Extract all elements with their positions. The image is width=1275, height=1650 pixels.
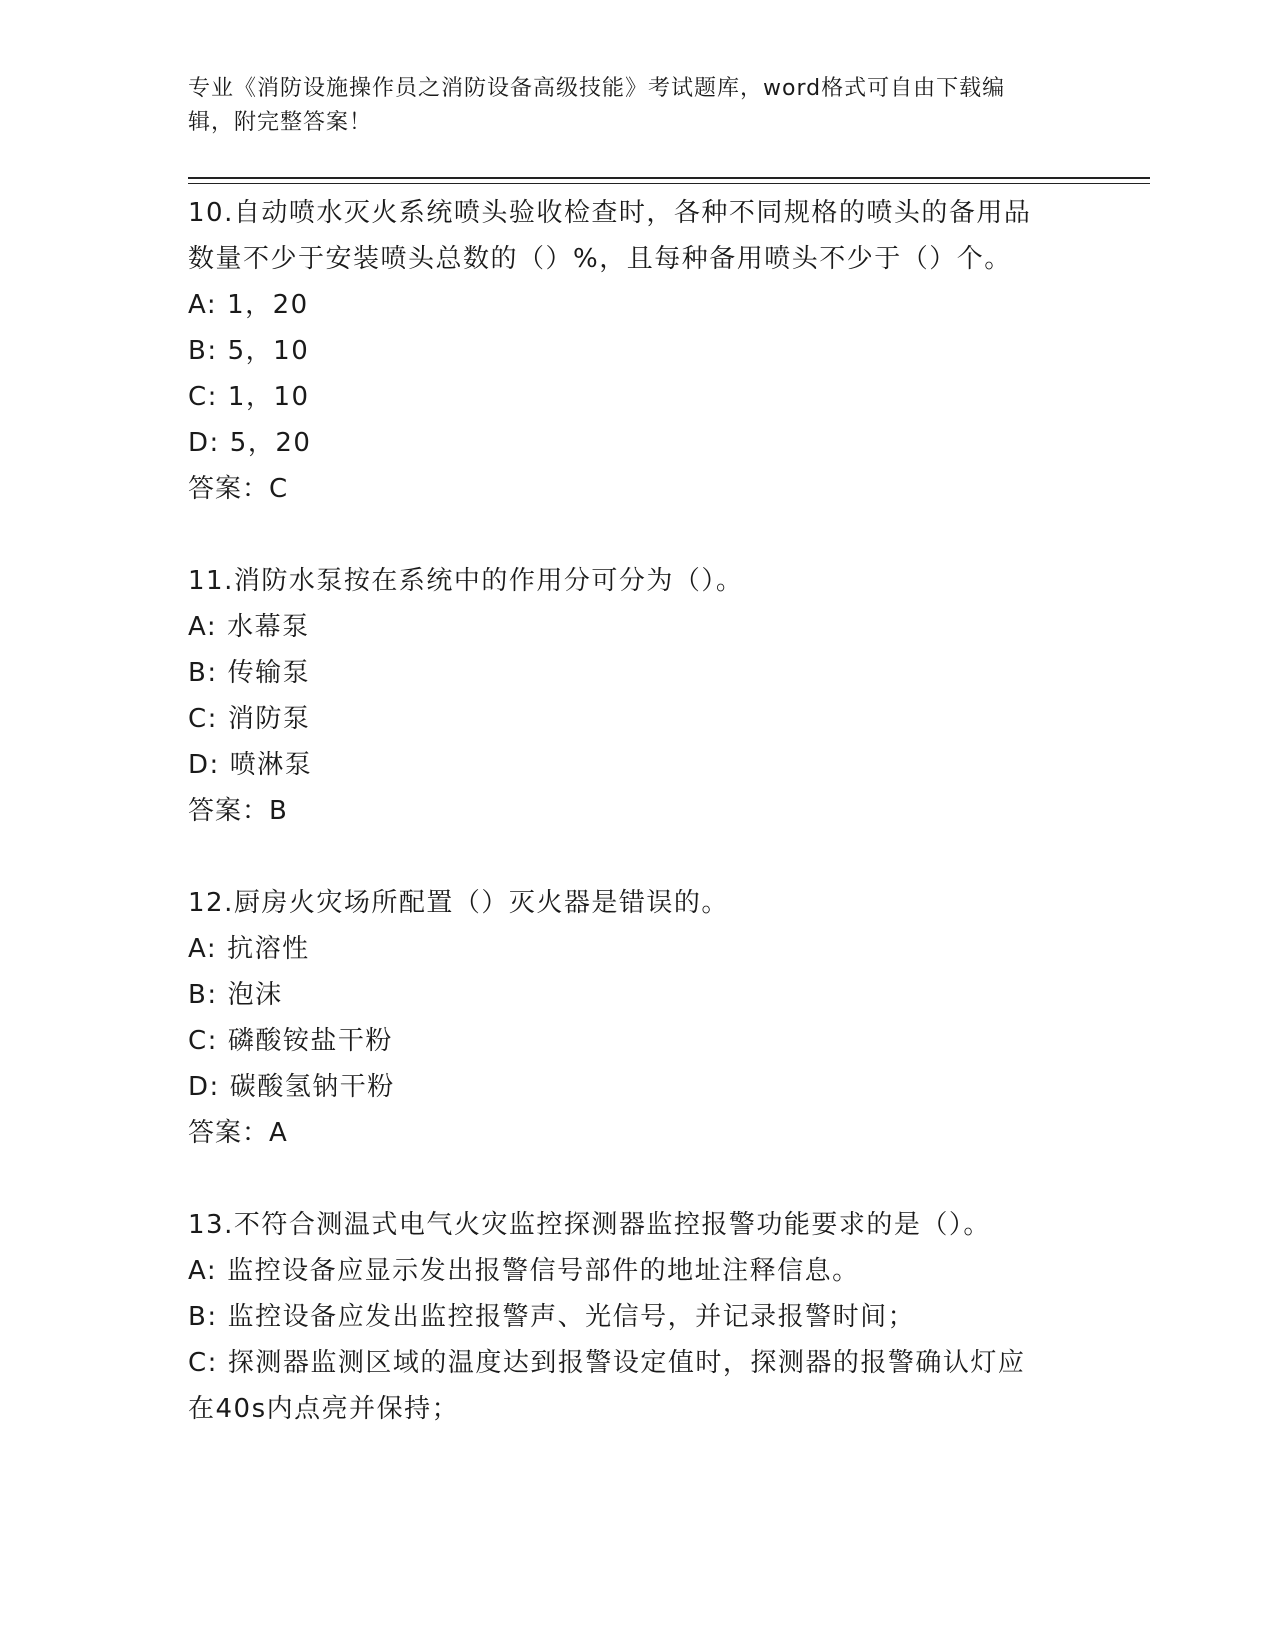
answer-value: C: [269, 474, 289, 504]
option-d: [188, 742, 1088, 788]
option-label: B:: [188, 1302, 218, 1332]
option-label: C:: [188, 1026, 218, 1056]
option-label: B:: [188, 658, 218, 688]
option-text: 5，10: [227, 336, 310, 366]
option-d: [188, 420, 1088, 466]
option-label: A:: [188, 934, 218, 964]
option-text: 喷淋泵: [229, 750, 313, 780]
question-11: [188, 558, 1088, 834]
question-spacer: [188, 512, 1088, 558]
option-label: C:: [188, 704, 218, 734]
document-header: [188, 72, 1068, 140]
option-c: [188, 1340, 1088, 1386]
option-a: [188, 1248, 1088, 1294]
question-stem: 13.不符合测温式电气火灾监控探测器监控报警功能要求的是（）。: [188, 1210, 991, 1240]
option-text: 传输泵: [227, 658, 311, 688]
option-c: [188, 374, 1088, 420]
option-text: 1，10: [227, 382, 310, 412]
question-stem-continued: 数量不少于安装喷头总数的（）%，且每种备用喷头不少于（）个。: [188, 244, 1012, 274]
option-b: [188, 972, 1088, 1018]
answer-label: 答案：: [188, 474, 270, 504]
option-text: 碳酸氢钠干粉: [229, 1072, 395, 1102]
option-text: 监控设备应显示发出报警信号部件的地址注释信息。: [227, 1256, 860, 1286]
option-label: A:: [188, 612, 218, 642]
option-b: [188, 1294, 1088, 1340]
option-a: [188, 604, 1088, 650]
header-line-2: 辑，附完整答案！: [188, 110, 373, 135]
question-spacer: [188, 834, 1088, 880]
question-list: [188, 190, 1088, 1432]
option-text: 水幕泵: [227, 612, 310, 642]
answer-label: 答案：: [188, 1118, 270, 1148]
header-divider-thin: [188, 183, 1150, 184]
option-text: 1，20: [227, 290, 309, 320]
question-12: [188, 880, 1088, 1156]
option-label: C:: [188, 382, 218, 412]
header-line-1: 专业《消防设施操作员之消防设备高级技能》考试题库，word格式可自由下载编: [188, 76, 1006, 101]
question-stem: 12.厨房火灾场所配置（）灭火器是错误的。: [188, 888, 729, 918]
answer-line: [188, 788, 1088, 834]
option-b: [188, 328, 1088, 374]
option-text: 消防泵: [227, 704, 311, 734]
option-label: B:: [188, 336, 218, 366]
option-label: D:: [188, 750, 220, 780]
option-c-continued: 在40s内点亮并保持；: [188, 1394, 460, 1424]
option-label: A:: [188, 1256, 218, 1286]
question-spacer: [188, 1156, 1088, 1202]
option-c: [188, 696, 1088, 742]
option-text: 探测器监测区域的温度达到报警设定值时，探测器的报警确认灯应: [227, 1348, 1026, 1378]
header-divider-thick: [188, 177, 1150, 179]
option-text: 泡沫: [227, 980, 283, 1010]
answer-value: A: [269, 1118, 288, 1148]
option-label: C:: [188, 1348, 218, 1378]
option-text: 抗溶性: [227, 934, 310, 964]
option-b: [188, 650, 1088, 696]
option-a: [188, 282, 1088, 328]
option-label: A:: [188, 290, 218, 320]
option-label: D:: [188, 1072, 220, 1102]
question-13: [188, 1202, 1088, 1432]
option-text: 磷酸铵盐干粉: [227, 1026, 393, 1056]
option-a: [188, 926, 1088, 972]
answer-line: [188, 466, 1088, 512]
answer-line: [188, 1110, 1088, 1156]
answer-label: 答案：: [188, 796, 270, 826]
option-d: [188, 1064, 1088, 1110]
option-c: [188, 1018, 1088, 1064]
answer-value: B: [269, 796, 288, 826]
option-text: 5，20: [229, 428, 312, 458]
option-text: 监控设备应发出监控报警声、光信号，并记录报警时间；: [227, 1302, 916, 1332]
question-stem: 11.消防水泵按在系统中的作用分可分为（）。: [188, 566, 744, 596]
question-stem: 10.自动喷水灭火系统喷头验收检查时，各种不同规格的喷头的备用品: [188, 198, 1032, 228]
option-label: B:: [188, 980, 218, 1010]
option-label: D:: [188, 428, 220, 458]
question-10: [188, 190, 1088, 512]
